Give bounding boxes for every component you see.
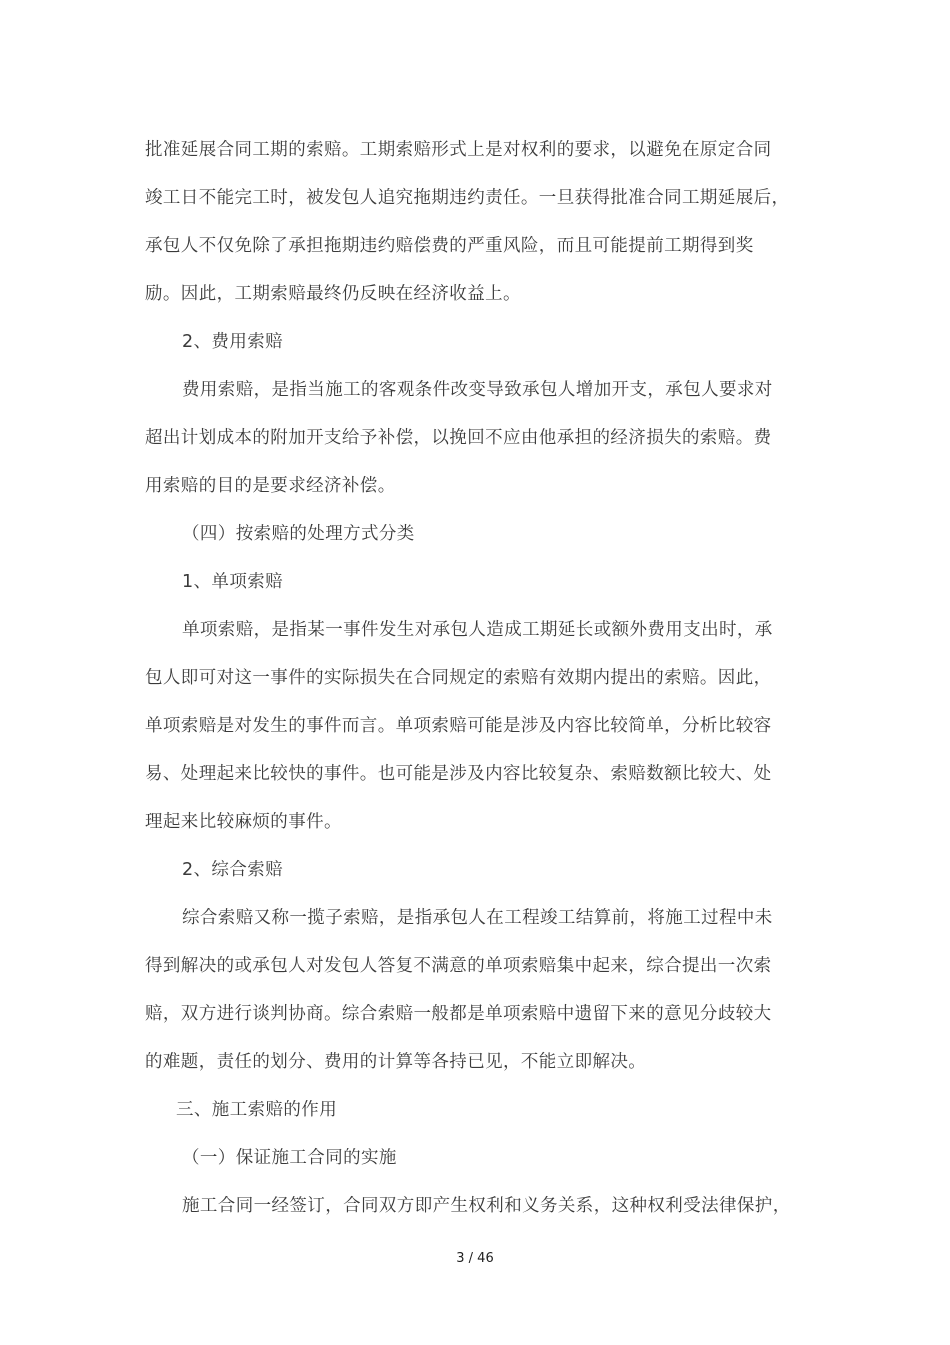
body-text-line: 费用索赔，是指当施工的客观条件改变导致承包人增加开支，承包人要求对 [182, 380, 773, 400]
body-text-line: 赔，双方进行谈判协商。综合索赔一般都是单项索赔中遗留下来的意见分歧较大 [145, 1004, 772, 1024]
body-text-line: 单项索赔是对发生的事件而言。单项索赔可能是涉及内容比较简单，分析比较容 [145, 716, 772, 736]
body-text-line: 的难题，责任的划分、费用的计算等各持已见，不能立即解决。 [145, 1052, 647, 1072]
body-text-line: 得到解决的或承包人对发包人答复不满意的单项索赔集中起来，综合提出一次索 [145, 956, 772, 976]
body-text-line: 理起来比较麻烦的事件。 [145, 812, 342, 832]
body-text-line: 包人即可对这一事件的实际损失在合同规定的索赔有效期内提出的索赔。因此， [145, 668, 772, 688]
body-text-line: 励。因此，工期索赔最终仍反映在经济收益上。 [145, 284, 521, 304]
subsection-heading: 1、单项索赔 [182, 572, 284, 592]
chapter-heading: 三、施工索赔的作用 [176, 1100, 338, 1120]
body-text-line: 综合索赔又称一揽子索赔，是指承包人在工程竣工结算前，将施工过程中未 [182, 908, 773, 928]
body-text-line: 施工合同一经签订，合同双方即产生权利和义务关系，这种权利受法律保护， [182, 1196, 791, 1216]
body-text-line: 单项索赔，是指某一事件发生对承包人造成工期延长或额外费用支出时，承 [182, 620, 773, 640]
subsection-heading: 2、费用索赔 [182, 332, 284, 352]
section-heading: （四）按索赔的处理方式分类 [182, 524, 415, 544]
body-text-line: 用索赔的目的是要求经济补偿。 [145, 476, 396, 496]
body-text-line: 易、处理起来比较快的事件。也可能是涉及内容比较复杂、索赔数额比较大、处 [145, 764, 772, 784]
subsection-heading: 2、综合索赔 [182, 860, 284, 880]
page-number: 3 / 46 [456, 1251, 494, 1266]
section-heading: （一）保证施工合同的实施 [182, 1148, 397, 1168]
body-text-line: 超出计划成本的附加开支给予补偿，以挽回不应由他承担的经济损失的索赔。费 [145, 428, 772, 448]
body-text-line: 批准延展合同工期的索赔。工期索赔形式上是对权利的要求，以避免在原定合同 [145, 140, 772, 160]
body-text-line: 竣工日不能完工时，被发包人追究拖期违约责任。一旦获得批准合同工期延展后， [145, 188, 790, 208]
body-text-line: 承包人不仅免除了承担拖期违约赔偿费的严重风险，而且可能提前工期得到奖 [145, 236, 754, 256]
